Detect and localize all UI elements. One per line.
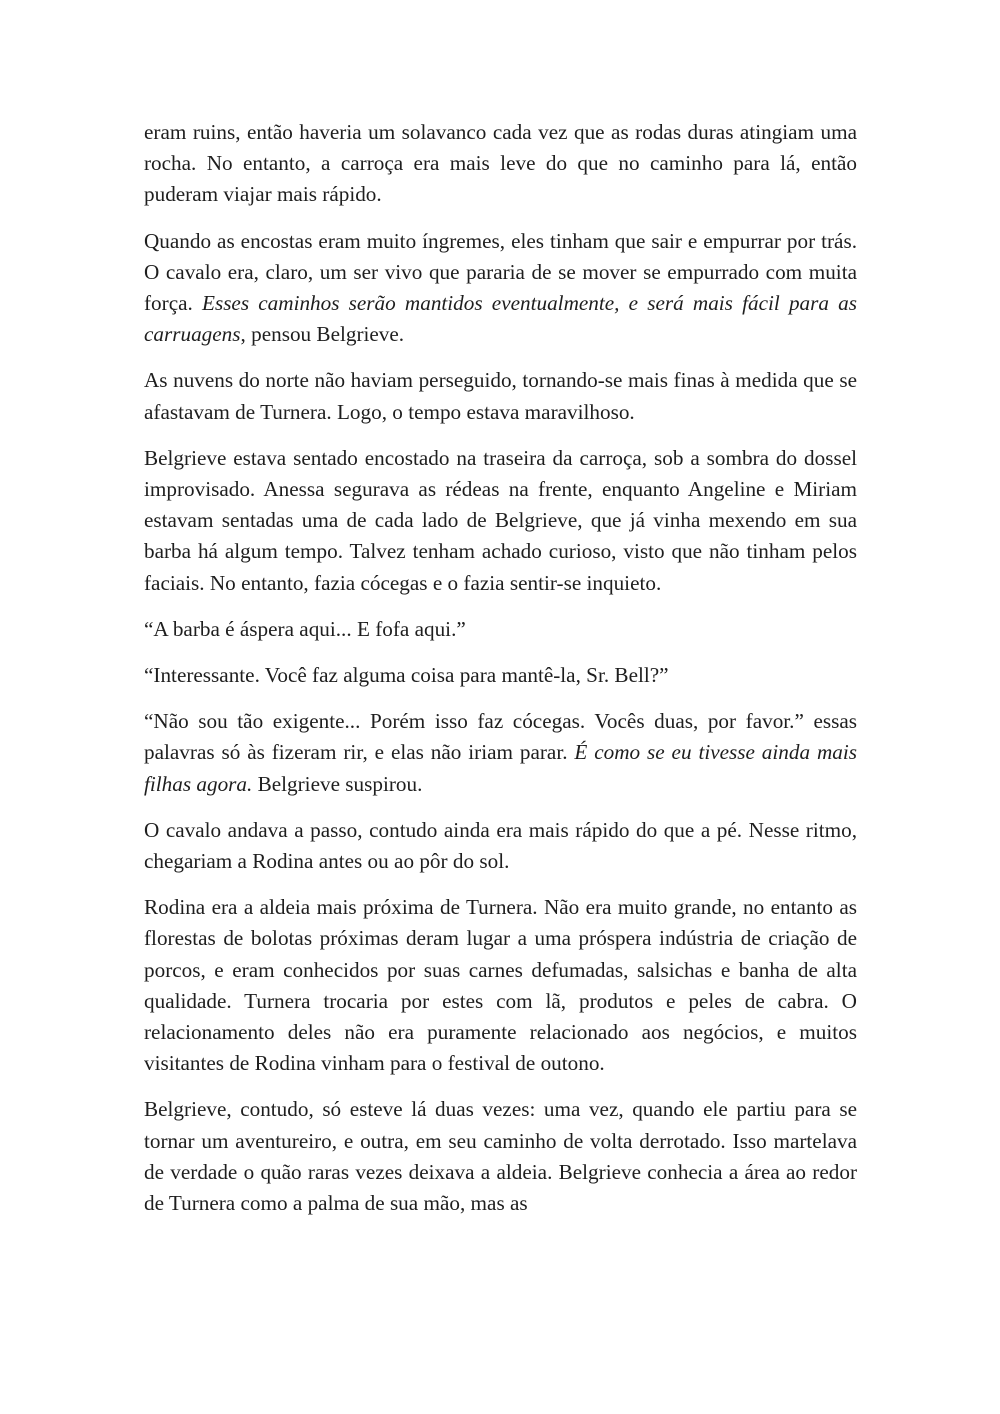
paragraph-text: “Não sou tão exigente... Porém isso faz cócegas. Vocês duas, por favor.” essas palavras só às fizeram rir, e elas não iriam parar. bbox=[144, 709, 857, 765]
paragraph-2 bbox=[144, 226, 857, 351]
paragraph-text: , pensou Belgrieve. bbox=[240, 322, 405, 347]
paragraph-9 bbox=[144, 892, 857, 1079]
paragraph-4 bbox=[144, 443, 857, 599]
paragraph-10 bbox=[144, 1094, 857, 1219]
paragraph-text: Belgrieve, contudo, só esteve lá duas vezes: uma vez, quando ele partiu para se tornar um aventureiro, e outra, em seu caminho de volta derrotado. Isso martelava de verdade o quão raras vezes deixava a aldeia. Belgrieve conhecia a área ao redor de Turnera como a palma de sua mão, mas as bbox=[144, 1097, 857, 1216]
paragraph-3 bbox=[144, 365, 857, 427]
paragraph-8 bbox=[144, 815, 857, 877]
dialogue-text: “Interessante. Você faz alguma coisa para mantê-la, Sr. Bell?” bbox=[144, 663, 669, 688]
paragraph-text: O cavalo andava a passo, contudo ainda era mais rápido do que a pé. Nesse ritmo, chegariam a Rodina antes ou ao pôr do sol. bbox=[144, 817, 857, 874]
dialogue-line-2 bbox=[144, 660, 857, 691]
paragraph-text: Belgrieve estava sentado encostado na traseira da carroça, sob a sombra do dossel improvisado. Anessa segurava as rédeas na frente, enquanto Angeline e Miriam estavam sentadas uma de cada lado de Belgrieve, que já vinha mexendo em sua barba há algum tempo. Talvez tenham achado curioso, visto que não tinham pelos faciais. No entanto, fazia cócegas e o fazia sentir-se inquieto. bbox=[144, 445, 857, 595]
paragraph-text: As nuvens do norte não haviam perseguido, tornando-se mais finas à medida que se afastavam de Turnera. Logo, o tempo estava maravilhoso. bbox=[144, 368, 857, 424]
dialogue-text: “A barba é áspera aqui... E fofa aqui.” bbox=[144, 616, 466, 641]
paragraph-text: Rodina era a aldeia mais próxima de Turnera. Não era muito grande, no entanto as florestas de bolotas próximas deram lugar a uma próspera indústria de criação de porcos, e eram conhecidos por suas carnes defumadas, salsichas e banha de alta qualidade. Turnera trocaria por estes com lã, produtos e peles de cabra. O relacionamento deles não era puramente relacionado aos negócios, e muitos visitantes de Rodina vinham para o festival de outono. bbox=[144, 895, 857, 1076]
italic-thought: Esses caminhos serão mantidos eventualmente, e será mais fácil para as carruagens bbox=[144, 291, 857, 347]
paragraph-text: Belgrieve suspirou. bbox=[252, 771, 423, 796]
italic-thought: É como se eu tivesse ainda mais filhas agora. bbox=[144, 740, 857, 796]
paragraph-1 bbox=[144, 117, 857, 211]
dialogue-line-1 bbox=[144, 614, 857, 645]
document-page bbox=[144, 117, 857, 1234]
paragraph-text: eram ruins, então haveria um solavanco cada vez que as rodas duras atingiam uma rocha. No entanto, a carroça era mais leve do que no caminho para lá, então puderam viajar mais rápido. bbox=[144, 120, 857, 207]
paragraph-7 bbox=[144, 706, 857, 800]
paragraph-text: Quando as encostas eram muito íngremes, eles tinham que sair e empurrar por trás. O cavalo era, claro, um ser vivo que pararia de se mover se empurrado com muita força. bbox=[144, 228, 857, 316]
